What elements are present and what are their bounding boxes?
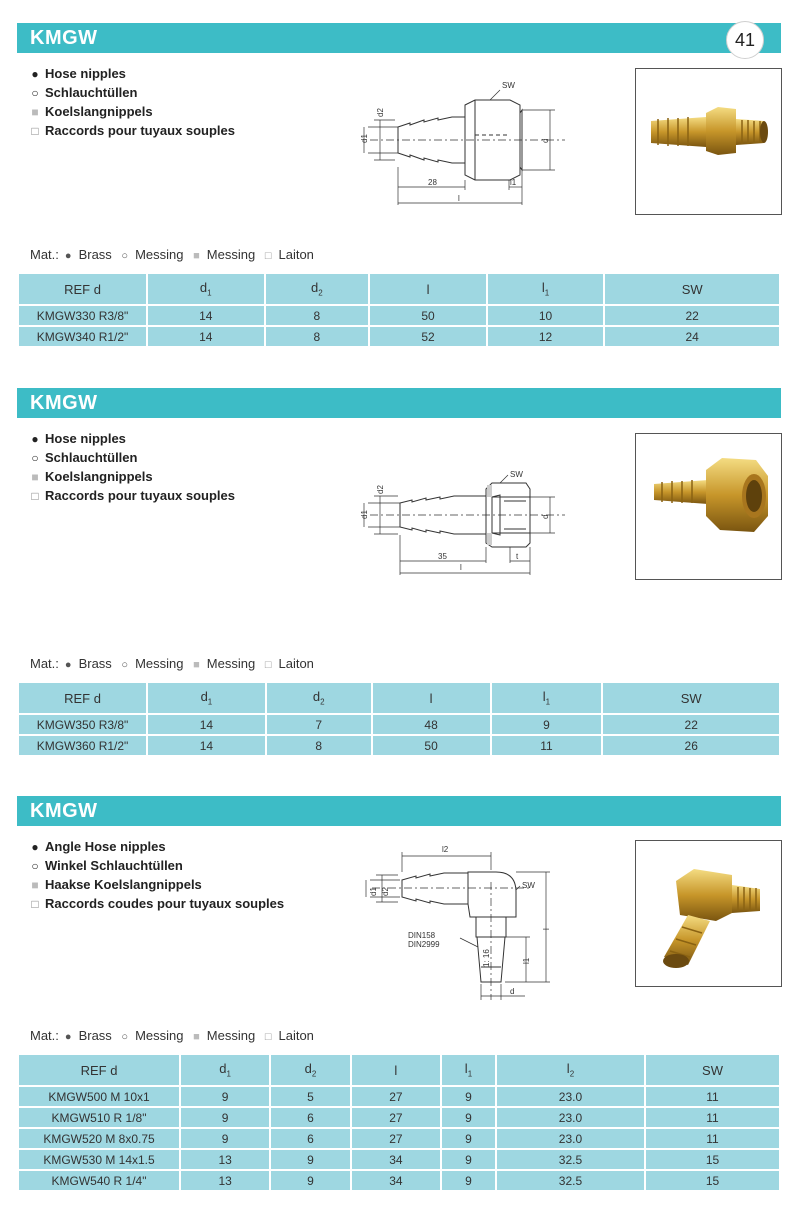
col-d1: $d_1$ <box>180 1054 270 1086</box>
section-1-description <box>30 64 235 140</box>
bullet-square-filled-icon: ■ <box>31 105 39 119</box>
lang-fr: □ Raccords pour tuyaux souples <box>30 121 235 140</box>
col-l1: $l_1$ <box>487 273 605 305</box>
lang-de: ○ Schlauchtüllen <box>30 83 235 102</box>
section-1-material-legend: Mat.: ● Brass ○ Messing ■ Messing □ Laiton <box>30 247 314 262</box>
col-l: l <box>369 273 487 305</box>
section-2-spec-table <box>17 681 781 757</box>
l1-label: l1 <box>510 178 517 187</box>
lang-nl: ■ Koelslangnippels <box>30 102 235 121</box>
section-title: KMGW <box>30 800 98 822</box>
lang-de: ○ Schlauchtüllen <box>30 448 235 467</box>
col-ref: REF d <box>18 273 147 305</box>
table-row: KMGW340 R1/2" 14 8 52 12 24 <box>18 326 780 347</box>
table-row: KMGW520 M 8x0.75 9 6 27 9 23.0 11 <box>18 1128 780 1149</box>
lang-en: ● Hose nipples <box>30 64 235 83</box>
section-2-technical-drawing <box>350 465 570 585</box>
d2-label: d2 <box>376 108 385 117</box>
col-l2: $l_2$ <box>496 1054 645 1086</box>
section-title: KMGW <box>30 392 98 414</box>
section-3-technical-drawing <box>350 842 570 1012</box>
table-row: KMGW330 R3/8" 14 8 50 10 22 <box>18 305 780 326</box>
col-sw: SW <box>645 1054 780 1086</box>
bullet-filled-icon: ● <box>31 432 39 446</box>
bullet-filled-icon: ● <box>64 1031 72 1043</box>
din158-label: DIN158 <box>408 931 436 940</box>
bullet-square-open-icon: □ <box>264 250 272 262</box>
page-number: 41 <box>726 21 764 59</box>
col-d1: $d_1$ <box>147 682 266 714</box>
table-row: KMGW350 R3/8" 14 7 48 9 22 <box>18 714 780 735</box>
taper-label: 1: 16 <box>482 949 491 967</box>
section-2-material-legend: Mat.: ● Brass ○ Messing ■ Messing □ Laiton <box>30 656 314 671</box>
l-label: l <box>458 194 460 203</box>
t-label: t <box>516 552 519 561</box>
bullet-open-icon: ○ <box>31 859 39 873</box>
d1-label: d1 <box>360 510 369 519</box>
bullet-square-open-icon: □ <box>31 897 39 911</box>
bullet-open-icon: ○ <box>121 1031 129 1043</box>
length-35-label: 35 <box>438 552 447 561</box>
bullet-open-icon: ○ <box>121 659 129 671</box>
bullet-filled-icon: ● <box>64 250 72 262</box>
col-l: l <box>351 1054 441 1086</box>
section-1-technical-drawing <box>350 75 570 215</box>
l-label: l <box>542 928 551 930</box>
col-d1: $d_1$ <box>147 273 265 305</box>
col-ref: REF d <box>18 1054 180 1086</box>
d2-label: d2 <box>376 485 385 494</box>
l2-label: l2 <box>442 845 449 854</box>
bullet-filled-icon: ● <box>64 659 72 671</box>
product-photo <box>635 433 782 580</box>
section-3-title-bar <box>17 796 781 826</box>
bullet-open-icon: ○ <box>31 86 39 100</box>
table-header <box>18 682 780 714</box>
lang-fr: □ Raccords pour tuyaux souples <box>30 486 235 505</box>
product-photo <box>635 840 782 987</box>
d2-label: d2 <box>381 887 390 896</box>
sw-label: SW <box>510 470 523 479</box>
lang-en: ● Angle Hose nipples <box>30 837 284 856</box>
table-row: KMGW540 R 1/4" 13 9 34 9 32.5 15 <box>18 1170 780 1191</box>
table-header <box>18 273 780 305</box>
section-2-description <box>30 429 235 505</box>
sw-label: SW <box>502 81 515 90</box>
col-sw: SW <box>604 273 780 305</box>
d-label: d <box>510 987 515 996</box>
section-2-title-bar <box>17 388 781 418</box>
bullet-square-open-icon: □ <box>31 489 39 503</box>
table-row: KMGW530 M 14x1.5 13 9 34 9 32.5 15 <box>18 1149 780 1170</box>
bullet-square-filled-icon: ■ <box>193 250 200 262</box>
section-1-title-bar <box>17 23 781 53</box>
bullet-square-open-icon: □ <box>264 1031 272 1043</box>
d-label: d <box>541 514 550 519</box>
col-sw: SW <box>602 682 780 714</box>
bullet-square-open-icon: □ <box>31 124 39 138</box>
col-l: l <box>372 682 491 714</box>
l1-label: l1 <box>522 957 531 964</box>
col-ref: REF d <box>18 682 147 714</box>
col-d2: $d_2$ <box>266 682 372 714</box>
d-label: d <box>541 138 550 143</box>
table-header <box>18 1054 780 1086</box>
table-row: KMGW500 M 10x1 9 5 27 9 23.0 11 <box>18 1086 780 1107</box>
section-3-spec-table <box>17 1053 781 1192</box>
l-label: l <box>460 563 462 572</box>
section-3-description <box>30 837 284 913</box>
d1-label: d1 <box>360 134 369 143</box>
lang-en: ● Hose nipples <box>30 429 235 448</box>
col-d2: $d_2$ <box>270 1054 350 1086</box>
section-title: KMGW <box>30 27 98 49</box>
bullet-open-icon: ○ <box>121 250 129 262</box>
bullet-square-filled-icon: ■ <box>31 878 39 892</box>
d1-label: d1 <box>369 887 378 896</box>
lang-fr: □ Raccords coudes pour tuyaux souples <box>30 894 284 913</box>
bullet-square-open-icon: □ <box>264 659 272 671</box>
sw-label: SW <box>522 881 535 890</box>
bullet-filled-icon: ● <box>31 840 39 854</box>
lang-de: ○ Winkel Schlauchtüllen <box>30 856 284 875</box>
lang-nl: ■ Haakse Koelslangnippels <box>30 875 284 894</box>
col-l1: $l_1$ <box>491 682 603 714</box>
product-photo <box>635 68 782 215</box>
section-3-material-legend: Mat.: ● Brass ○ Messing ■ Messing □ Laiton <box>30 1028 314 1043</box>
col-d2: $d_2$ <box>265 273 370 305</box>
table-row: KMGW360 R1/2" 14 8 50 11 26 <box>18 735 780 756</box>
col-l1: $l_1$ <box>441 1054 496 1086</box>
table-row: KMGW510 R 1/8" 9 6 27 9 23.0 11 <box>18 1107 780 1128</box>
bullet-square-filled-icon: ■ <box>31 470 39 484</box>
bullet-open-icon: ○ <box>31 451 39 465</box>
lang-nl: ■ Koelslangnippels <box>30 467 235 486</box>
length-28-label: 28 <box>428 178 437 187</box>
bullet-square-filled-icon: ■ <box>193 1031 200 1043</box>
bullet-square-filled-icon: ■ <box>193 659 200 671</box>
din2999-label: DIN2999 <box>408 940 440 949</box>
bullet-filled-icon: ● <box>31 67 39 81</box>
section-1-spec-table <box>17 272 781 348</box>
